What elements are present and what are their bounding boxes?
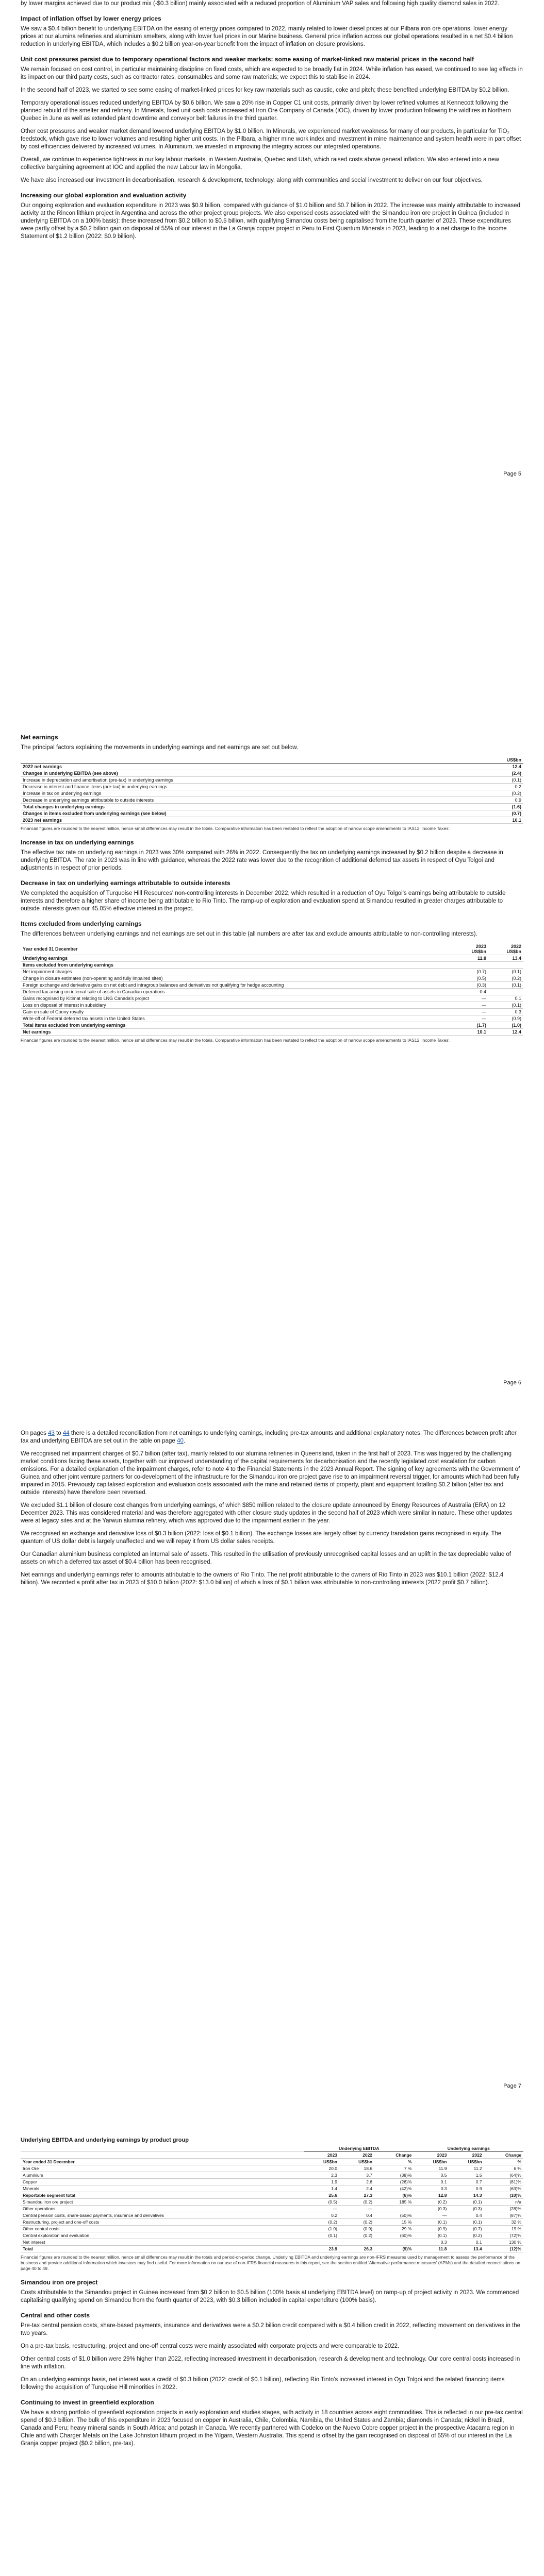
page-5 xyxy=(0,0,544,703)
row-label: Gain on sale of Coony royalty xyxy=(21,1009,453,1015)
col-2023: 2023 US$bn xyxy=(453,943,488,955)
row-value: (81)% xyxy=(484,2179,523,2185)
page-7 xyxy=(0,1406,544,2110)
row-value: (0.1) xyxy=(488,1002,523,1009)
row-value: (26)% xyxy=(374,2179,414,2185)
heading-net-earnings: Net earnings xyxy=(21,734,58,741)
table-row xyxy=(21,962,523,969)
paragraph: Overall, we continue to experience tightness in our key labour markets, in Western Australia, Quebec and Utah, which raised costs above general inflation. We also entered into a new collective bargaining agreement at IOC and applied the new Labour law in Mongolia. xyxy=(21,157,499,171)
row-value: (87)% xyxy=(484,2212,523,2219)
row-label: Simandou iron ore project xyxy=(21,2199,304,2206)
paragraph-reconciliation: On pages 43 to 44 there is a detailed reconciliation from net earnings to underlying earnings, including pre-tax amounts and additional explanatory notes. The differences between profit after tax and underlying EBITDA are set out in the table on page 40. xyxy=(21,1430,517,1444)
table-row xyxy=(21,1022,523,1029)
row-value: (1.6) xyxy=(488,804,523,810)
row-value: (12)% xyxy=(484,2246,523,2252)
paragraph: We saw a $0.4 billion benefit to underlying EBITDA on the easing of energy prices compared to 2022, mainly related to lower diesel prices at our Pilbara iron ore operations, lower energy prices at our alumina refineries and aluminium smelters, along with lower fuel prices in our Marine business. General price inflation across our global operations resulted in a net $0.4 billion reduction in underlying EBITDA, which includes a $0.2 billion year-on-year benefit from the impact of inflation on closure provisions. xyxy=(21,26,513,47)
row-value: 1.5 xyxy=(449,2172,484,2179)
row-value: 2.6 xyxy=(339,2179,374,2185)
table-row xyxy=(21,982,523,989)
row-label: Decrease in underlying earnings attributable to outside interests xyxy=(21,797,488,804)
heading-simandou: Simandou iron ore project xyxy=(21,2279,98,2286)
row-value: (0.3) xyxy=(449,2206,484,2212)
table-row xyxy=(21,2232,523,2239)
year-header: Year ended 31 December xyxy=(21,2159,304,2165)
row-value: 12.8 xyxy=(414,2192,449,2199)
paragraph: We have a strong portfolio of greenfield exploration projects in early exploration and studies stages, with activity in 18 countries across eight commodities. This is reflected in our pre-tax central spend of $0.3 billion. The bulk of this expenditure in 2023 focused on copper in Australia, Chile, Colombia, Namibia, the United States and Zambia; diamonds in Canada; nickel in Brazil, Canada and Peru; heavy mineral sands in South Africa; and potash in Canada. We recently partnered with Codelco on the Nuevo Cobre copper project in the prospective Atacama region in Chile and with Charger Metals on the Lake Johnston lithium project in the Yilgarn, Western Australia. This spend is offset by the gain recognised on disposal of 55% of our interest in the La Granja copper project ($0.2 billion, pre-tax). xyxy=(21,2410,523,2447)
heading-tax-outside: Decrease in tax on underlying earnings attributable to outside interests xyxy=(21,879,230,887)
row-label: Items excluded from underlying earnings xyxy=(21,962,453,969)
unit: US$bn xyxy=(449,2159,484,2165)
year-header: Year ended 31 December xyxy=(21,943,453,955)
row-value: 185 % xyxy=(374,2199,414,2206)
table-row xyxy=(21,989,523,995)
row-value: (42)% xyxy=(374,2185,414,2192)
paragraph: Our Canadian aluminium business completed an internal sale of assets. This resulted in the utilisation of previously unrecognised capital losses and an uplift in the tax depreciable value of assets on which a deferred tax asset of $0.4 billion has been recognised. xyxy=(21,1551,512,1565)
row-value: (9)% xyxy=(374,2246,414,2252)
table-row xyxy=(21,1029,523,1036)
heading-tax: Increase in tax on underlying earnings xyxy=(21,839,134,846)
row-value: (0.1) xyxy=(304,2232,339,2239)
row-value: 29 % xyxy=(374,2226,414,2232)
paragraph: Other cost pressures and weaker market demand lowered underlying EBITDA by $1.0 billion. In Minerals, we experienced market weakness for many of our products, in particular for TiO₂ feedstock, which gave rise to lower volumes and resulting higher unit costs. In the Pilbara, a higher mine work index and investment in mine maintenance and system health were in part offset by cost efficiencies delivered by increased volumes. In Aluminium, we invested in improving the integrity across our integrated operations. xyxy=(21,128,521,150)
row-value: 25.6 xyxy=(304,2192,339,2199)
row-value: — xyxy=(453,1002,488,1009)
table-row xyxy=(21,975,523,982)
row-value: (0.1) xyxy=(414,2219,449,2226)
row-value: 13.4 xyxy=(488,955,523,962)
heading-greenfield: Continuing to invest in greenfield exploration xyxy=(21,2399,154,2406)
col-2022: 2022 xyxy=(339,2152,374,2159)
row-value xyxy=(304,2239,339,2246)
row-value: 6 % xyxy=(484,2165,523,2172)
row-value xyxy=(488,989,523,995)
paragraph: Other central costs of $1.0 billion were 29% higher than 2022, reflecting increased investment in decarbonisation, research & development and technology. Our core central costs increased in line with inflation. xyxy=(21,2356,520,2370)
row-value: (0.9) xyxy=(488,1015,523,1022)
heading-exploration: Increasing our global exploration and evaluation activity xyxy=(21,192,187,199)
table-row xyxy=(21,955,523,962)
row-value: 11.9 xyxy=(414,2165,449,2172)
row-value: 3.7 xyxy=(339,2172,374,2179)
row-label: Net interest xyxy=(21,2239,304,2246)
net-earnings-table xyxy=(21,757,523,824)
row-label: Decrease in interest and finance items (pre-tax) in underlying earnings xyxy=(21,784,488,790)
row-value: — xyxy=(453,1015,488,1022)
page-link-40[interactable]: 40 xyxy=(177,1438,184,1444)
group-earnings: Underlying earnings xyxy=(414,2145,523,2152)
row-label: Aluminium xyxy=(21,2172,304,2179)
row-value: 1.4 xyxy=(304,2185,339,2192)
page-link-43[interactable]: 43 xyxy=(48,1430,55,1436)
row-value: (0.1) xyxy=(414,2232,449,2239)
row-label: Write-off of Federal deferred tax assets in the United States xyxy=(21,1015,453,1022)
row-value: (0.7) xyxy=(453,969,488,975)
col-2022: 2022 xyxy=(449,2152,484,2159)
row-label: Change in closure estimates (non-operating and fully impaired sites) xyxy=(21,975,453,982)
paragraph: Pre-tax central pension costs, share-based payments, insurance and derivatives were a $0.2 billion credit compared with a $0.4 billion credit in 2022, reflecting movement on derivatives in the two years. xyxy=(21,2323,521,2336)
unit-header: US$bn xyxy=(488,757,523,764)
page-number: Page 6 xyxy=(503,1380,521,1386)
paragraph: We have also increased our investment in decarbonisation, research & development, technology, along with communities and social investment to deliver on our four objectives. xyxy=(21,177,483,183)
group-ebitda: Underlying EBITDA xyxy=(304,2145,414,2152)
row-value: 12.4 xyxy=(488,1029,523,1036)
table-row xyxy=(21,764,523,770)
row-value: — xyxy=(304,2206,339,2212)
table-row xyxy=(21,2239,523,2246)
paragraph: In the second half of 2023, we started to see some easing of market-linked prices for key raw materials such as caustic, coke and pitch; these benefited underlying EBITDA by $0.2 billion. xyxy=(21,87,509,93)
page-8 xyxy=(0,2110,544,2576)
row-value: 0.1 xyxy=(449,2239,484,2246)
table-row xyxy=(21,995,523,1002)
row-value: (0.5) xyxy=(304,2199,339,2206)
row-label: Deferred tax arising on internal sale of assets in Canadian operations xyxy=(21,989,453,995)
col-2023: 2023 xyxy=(304,2152,339,2159)
row-value: (1.7) xyxy=(453,1022,488,1029)
row-label: Reportable segment total xyxy=(21,2192,304,2199)
row-value: 0.4 xyxy=(453,989,488,995)
row-value: (0.1) xyxy=(488,777,523,784)
unit: US$bn xyxy=(414,2159,449,2165)
row-label: Gains recognised by Kitimat relating to LNG Canada's project xyxy=(21,995,453,1002)
paragraph: On an underlying earnings basis, net interest was a credit of $0.3 billion (2022: credit of $0.1 billion), reflecting Rio Tinto's increased interest in Oyu Tolgoi and the related financing items following the acquisition of Turquoise Hill minorities in 2022. xyxy=(21,2377,505,2391)
table-row xyxy=(21,1002,523,1009)
row-value: 0.2 xyxy=(304,2212,339,2219)
table-row xyxy=(21,777,523,784)
page-number: Page 5 xyxy=(503,471,521,477)
table-row xyxy=(21,804,523,810)
col-2023: 2023 xyxy=(414,2152,449,2159)
table-row xyxy=(21,810,523,817)
items-excluded-table xyxy=(21,943,523,1036)
row-value: (0.1) xyxy=(488,982,523,989)
row-label: Increase in depreciation and amortisation (pre-tax) in underlying earnings xyxy=(21,777,488,784)
row-label: Other central costs xyxy=(21,2226,304,2232)
row-value: (0.9) xyxy=(339,2226,374,2232)
row-value: 1.9 xyxy=(304,2179,339,2185)
paragraph: The principal factors explaining the movements in underlying earnings and net earnings are set out below. xyxy=(21,744,299,751)
page-6-content xyxy=(21,726,523,1049)
row-value: 0.1 xyxy=(488,995,523,1002)
paragraph: Our ongoing exploration and evaluation expenditure in 2023 was $0.9 billion, compared with guidance of $1.0 billion and $0.7 billion in 2022. The increase was mainly attributable to increased activity at the Rincon lithium project in Argentina and across the other project group projects. We also expensed costs associated with the Simandou iron ore project in Guinea (included in underlying EBITDA on a 100% basis): these increased from $0.2 billion to $0.5 billion, with qualifying Simandou costs being capitalised from the fourth quarter of 2023. These expenditures were partly offset by a $0.2 billion gain on disposal of 55% of our interest in the La Granja copper project in Peru to First Quantum Minerals in 2023, leading to a net charge to the Income Statement of $1.2 billion (2022: $0.9 billion). xyxy=(21,202,520,240)
row-value: (0.1) xyxy=(488,969,523,975)
table-note: Financial figures are rounded to the nearest million, hence small differences may result in the totals. Comparative information has been restated to reflect the adoption of narrow scope amendments to IAS12 'Income Taxes'. xyxy=(21,1038,451,1043)
row-value: 0.9 xyxy=(449,2185,484,2192)
row-label: Restructuring, project and one-off costs xyxy=(21,2219,304,2226)
table-row xyxy=(21,2179,523,2185)
row-value: (0.1) xyxy=(449,2199,484,2206)
row-value: 19 % xyxy=(484,2226,523,2232)
col-change: Change xyxy=(374,2152,414,2159)
row-value: 11.8 xyxy=(453,955,488,962)
heading-unit-cost: Unit cost pressures persist due to temporary operational factors and weaker markets: some easing of market-linked raw material prices in the second half xyxy=(21,56,474,63)
row-value: (64)% xyxy=(484,2172,523,2179)
table-row xyxy=(21,1015,523,1022)
page-number: Page 7 xyxy=(503,2083,521,2089)
row-value: (10)% xyxy=(484,2192,523,2199)
row-value: (6)% xyxy=(374,2192,414,2199)
row-value: (0.2) xyxy=(449,2232,484,2239)
paragraph: We recognised net impairment charges of $0.7 billion (after tax), mainly related to our alumina refineries in Queensland, taken in the first half of 2023. This was triggered by the challenging market conditions facing these assets, together with our improved understanding of the capital requirements for decarbonisation and the recently legislated cost escalation for carbon emissions. For a detailed explanation of the impairment charges, refer to note 4 to the Financial Statements in the 2023 Annual Report. The signing of key agreements with the Government of Guinea and other joint venture partners for co-development of the infrastructure for the Simandou iron ore project gave rise to an impairment reversal trigger, for amounts which had been fully impaired in 2015. Previously capitalised exploration and evaluation costs associated with the mine and retained items of property, plant and equipment totalling $0.2 billion (after tax and outside interests) have therefore been reversed. xyxy=(21,1451,520,1496)
table-row xyxy=(21,2226,523,2232)
table-row xyxy=(21,784,523,790)
row-label: Central exploration and evaluation xyxy=(21,2232,304,2239)
row-label: Net impairment charges xyxy=(21,969,453,975)
unit: US$bn xyxy=(304,2159,339,2165)
row-value: 0.5 xyxy=(414,2172,449,2179)
unit: % xyxy=(484,2159,523,2165)
row-value: 26.3 xyxy=(339,2246,374,2252)
row-value: (1.0) xyxy=(488,1022,523,1029)
table-row xyxy=(21,2246,523,2252)
row-label: Increase in tax on underlying earnings xyxy=(21,790,488,797)
row-value: 20.0 xyxy=(304,2165,339,2172)
unit: % xyxy=(374,2159,414,2165)
row-label: Underlying earnings xyxy=(21,955,453,962)
row-value: (0.3) xyxy=(453,982,488,989)
row-value: (0.1) xyxy=(449,2219,484,2226)
row-value: 10.1 xyxy=(453,1029,488,1036)
table-row xyxy=(21,797,523,804)
row-value: 0.3 xyxy=(414,2239,449,2246)
row-value: 2.3 xyxy=(304,2172,339,2179)
row-value: 0.4 xyxy=(449,2212,484,2219)
row-value: 27.3 xyxy=(339,2192,374,2199)
row-label: Minerals xyxy=(21,2185,304,2192)
col-2022: 2022 US$bn xyxy=(488,943,523,955)
row-label: 2023 net earnings xyxy=(21,817,488,824)
row-label: Iron Ore xyxy=(21,2165,304,2172)
row-value: (0.2) xyxy=(488,975,523,982)
row-value: 11.2 xyxy=(449,2165,484,2172)
paragraph: We recognised an exchange and derivative loss of $0.3 billion (2022: loss of $0.1 billion). The exchange losses are largely offset by currency translation gains recognised in equity. The quantum of US dollar debt is largely unaffected and we will repay it from US dollar sales receipts. xyxy=(21,1531,502,1545)
row-value: (0.9) xyxy=(414,2226,449,2232)
table-row xyxy=(21,2219,523,2226)
row-value: (0.2) xyxy=(339,2219,374,2226)
row-value: (63)% xyxy=(484,2185,523,2192)
heading-inflation: Impact of inflation offset by lower energy prices xyxy=(21,15,161,22)
row-value: — xyxy=(453,1009,488,1015)
paragraph: We remain focused on cost control, in particular maintaining discipline on fixed costs, which are expected to be broadly flat in 2024. While inflation has eased, we continued to see lag effects in its impact on our third party costs, such as contractor rates, consumables and some raw materials; we expect this to stabilise in 2024. xyxy=(21,66,523,80)
table-row xyxy=(21,770,523,777)
table-row xyxy=(21,2165,523,2172)
row-value: — xyxy=(453,995,488,1002)
row-value xyxy=(374,2239,414,2246)
intro-paragraph: by lower margins achieved due to our product mix (-$0.3 billion) mainly associated with a reduced proportion of Aluminium VAP sales and following high quality diamond sales in 2022. xyxy=(21,1,500,7)
table-title: Underlying EBITDA and underlying earnings by product group xyxy=(21,2137,189,2143)
row-value: 18.6 xyxy=(339,2165,374,2172)
row-label: Central pension costs, share-based payments, insurance and derivatives xyxy=(21,2212,304,2219)
heading-central-costs: Central and other costs xyxy=(21,2312,90,2319)
paragraph: Temporary operational issues reduced underlying EBITDA by $0.6 billion. We saw a 20% rise in Copper C1 unit costs, primarily driven by lower refined volumes at Kennecott following the planned rebuild of the smelter and refinery. In Minerals, fixed unit cash costs increased at Iron Ore Company of Canada (IOC), driven by lower production following the wildfires in Northern Quebec in June as well as extended plant downtime and conveyor belt failures in the third quarter. xyxy=(21,100,511,122)
table-row xyxy=(21,1009,523,1015)
paragraph: The differences between underlying earnings and net earnings are set out in this table (all numbers are after tax and exclude amounts attributable to non-controlling interests). xyxy=(21,931,477,937)
row-value: 23.9 xyxy=(304,2246,339,2252)
page-5-content xyxy=(21,0,523,246)
table-row xyxy=(21,2172,523,2179)
row-value: 0.2 xyxy=(488,784,523,790)
row-label: Total items excluded from underlying earnings xyxy=(21,1022,453,1029)
paragraph: We excluded $1.1 billion of closure cost changes from underlying earnings, of which $850 million related to the closure update announced by Energy Resources of Australia (ERA) on 12 December 2023. This was considered material and was therefore aggregated with other closure study updates in the second half of 2023 which were similar in nature. These other updates were at legacy sites and at the Yarwun alumina refinery, which was approved due to the impairment earlier in the year. xyxy=(21,1502,513,1524)
table-row xyxy=(21,2185,523,2192)
row-value: 0.4 xyxy=(339,2212,374,2219)
table-note: Financial figures are rounded to the nearest million, hence small differences may result in the totals. Comparative information has been restated to reflect the adoption of narrow scope amendments to IAS12 'Income Taxes'. xyxy=(21,826,451,831)
row-label: Changes in underlying EBITDA (see above) xyxy=(21,770,488,777)
row-value: (0.2) xyxy=(488,790,523,797)
row-value: (0.2) xyxy=(414,2199,449,2206)
row-label: Other operations xyxy=(21,2206,304,2212)
row-value xyxy=(339,2239,374,2246)
row-value: 0.1 xyxy=(414,2179,449,2185)
row-value: (0.3) xyxy=(414,2206,449,2212)
row-value: (0.2) xyxy=(339,2199,374,2206)
row-value: 0.3 xyxy=(414,2185,449,2192)
table-row xyxy=(21,2206,523,2212)
table-row xyxy=(21,2192,523,2199)
row-value: 12.4 xyxy=(488,764,523,770)
row-value: (0.5) xyxy=(453,975,488,982)
table-row xyxy=(21,2199,523,2206)
table-row xyxy=(21,2212,523,2219)
row-value: (38)% xyxy=(374,2172,414,2179)
row-label: Total xyxy=(21,2246,304,2252)
page-link-44[interactable]: 44 xyxy=(62,1430,70,1436)
row-value: 0.7 xyxy=(449,2179,484,2185)
row-value: (2.4) xyxy=(488,770,523,777)
row-label: Copper xyxy=(21,2179,304,2185)
row-value: (1.0) xyxy=(304,2226,339,2232)
table-row xyxy=(21,817,523,824)
row-value: (0.2) xyxy=(339,2232,374,2239)
row-value: 0.3 xyxy=(488,1009,523,1015)
row-value xyxy=(488,962,523,969)
heading-items-excluded: Items excluded from underlying earnings xyxy=(21,920,142,927)
row-value: (28)% xyxy=(484,2206,523,2212)
paragraph: Costs attributable to the Simandou project in Guinea increased from $0.2 billion to $0.5 billion (100% basis at underlying EBITDA level) on ramp-up of project activity in 2023. We commenced capitalising qualifying spend on Simandou from the fourth quarter of 2023, with $0.3 billion included in capital expenditure (100% basis). xyxy=(21,2290,519,2303)
row-value: 15 % xyxy=(374,2219,414,2226)
row-value: 130 % xyxy=(484,2239,523,2246)
page-8-content xyxy=(21,2133,523,2453)
row-value: 11.8 xyxy=(414,2246,449,2252)
product-group-table xyxy=(21,2145,523,2252)
row-value: (60)% xyxy=(374,2232,414,2239)
paragraph: Net earnings and underlying earnings refer to amounts attributable to the owners of Rio Tinto. The net profit attributable to the owners of Rio Tinto in 2023 was $10.1 billion (2022: $12.4 billion). We recorded a profit after tax in 2023 of $10.0 billion (2022: $13.0 billion) of which a loss of $0.1 billion was attributable to non-controlling interests (2022 profit $0.7 billion). xyxy=(21,1572,504,1586)
row-value: 13.4 xyxy=(449,2246,484,2252)
row-label: Loss on disposal of interest in subsidiary xyxy=(21,1002,453,1009)
row-value: n/a xyxy=(484,2199,523,2206)
paragraph: The effective tax rate on underlying earnings in 2023 was 30% compared with 26% in 2022. Consequently the tax on underlying earnings increased by $0.2 billion despite a decrease in underlying EBITDA. The rate in 2023 was in line with guidance, whereas the 2022 rate was lower due to the recognition of additional deferred tax assets in respect of Oyu Tolgoi and adjustments in respect of prior periods. xyxy=(21,850,503,871)
table-note: Financial figures are rounded to the nearest million, hence small differences may result in the totals and period-on-period change. Underlying EBITDA and underlying earnings are non-IFRS measures used by management to assess the performance of the business and provide additional information which investors may find useful. For more information on our use of non-IFRS financial measures in this report, see the section entitled 'Alternative performance measures' (APMs) and the detailed reconciliations on page 40 to 49. xyxy=(21,2255,520,2271)
row-value: 2.4 xyxy=(339,2185,374,2192)
row-value: 14.3 xyxy=(449,2192,484,2199)
row-value: 7 % xyxy=(374,2165,414,2172)
row-value: (72)% xyxy=(484,2232,523,2239)
row-value: 10.1 xyxy=(488,817,523,824)
paragraph: On a pre-tax basis, restructuring, project and one-off central costs were mainly associated with corporate projects and were comparable to 2022. xyxy=(21,2343,400,2349)
row-value: (0.7) xyxy=(449,2226,484,2232)
row-value xyxy=(374,2206,414,2212)
row-value: 32 % xyxy=(484,2219,523,2226)
row-value: — xyxy=(339,2206,374,2212)
row-label: Total changes in underlying earnings xyxy=(21,804,488,810)
row-value: — xyxy=(414,2212,449,2219)
row-value: (0.7) xyxy=(488,810,523,817)
table-row xyxy=(21,790,523,797)
row-label: Net earnings xyxy=(21,1029,453,1036)
row-value: (50)% xyxy=(374,2212,414,2219)
paragraph: We completed the acquisition of Turquoise Hill Resources' non-controlling interests in December 2022, which resulted in a reduction of Oyu Tolgoi's earnings being attributable to outside interests and therefore a higher share of income being attributable to Rio Tinto. The ramp-up of exploration and evaluation spend at Simandou resulted in greater charges attributable to outside interests given our 45.05% effective interest in the project. xyxy=(21,890,506,912)
row-label: Changes in items excluded from underlying earnings (see below) xyxy=(21,810,488,817)
unit: US$bn xyxy=(339,2159,374,2165)
page-6 xyxy=(0,703,544,1406)
row-value: (0.2) xyxy=(304,2219,339,2226)
table-row xyxy=(21,969,523,975)
row-value xyxy=(453,962,488,969)
row-label: 2022 net earnings xyxy=(21,764,488,770)
page-7-content xyxy=(21,1430,523,1592)
col-change: Change xyxy=(484,2152,523,2159)
row-label: Foreign exchange and derivative gains on net debt and intragroup balances and derivatives not qualifying for hedge accounting xyxy=(21,982,453,989)
row-value: 0.9 xyxy=(488,797,523,804)
